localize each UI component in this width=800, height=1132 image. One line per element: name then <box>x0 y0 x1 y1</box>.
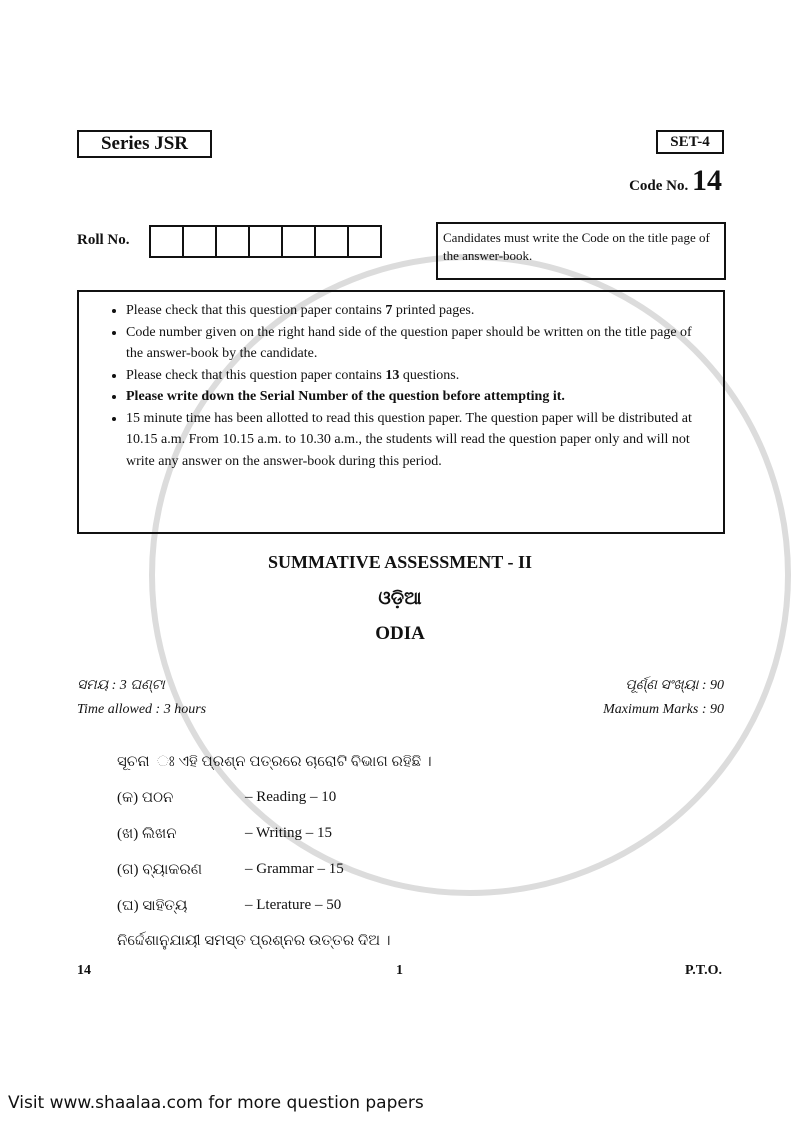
footer-code: 14 <box>77 963 91 978</box>
instruction-item: • Please check that this question paper contains 13 questions. <box>126 365 712 387</box>
assessment-title: SUMMATIVE ASSESSMENT - II <box>268 552 532 572</box>
instruction-item: • Please check that this question paper contains 7 printed pages. <box>126 300 712 322</box>
pto-label: P.T.O. <box>685 963 722 978</box>
roll-number-boxes[interactable] <box>149 225 382 258</box>
section-item: (ଘ) ସାହିତ୍ୟ – Lterature – 50 <box>117 897 342 914</box>
set-label: SET-4 <box>656 130 724 154</box>
section-item: (ଖ) ଲିଖନ – Writing – 15 <box>117 825 333 842</box>
subject-title: ODIA <box>375 623 425 644</box>
instruction-item: • Please write down the Serial Number of the question before attempting it. <box>126 386 712 408</box>
candidates-note: Candidates must write the Code on the title page of the answer-book. <box>436 222 726 280</box>
section-item: (କ) ପଠନ – Reading – 10 <box>117 789 337 806</box>
visit-link[interactable]: Visit www.shaalaa.com for more question papers <box>8 1093 424 1113</box>
series-label: Series JSR <box>77 130 212 158</box>
marks-odia: ପୂର୍ଣ୍ଣ ସଂଖ୍ୟା : 90 <box>625 678 724 693</box>
instruction-item: • Code number given on the right hand side of the question paper should be written on the title page of the answer-book by the candidate. <box>126 322 712 365</box>
time-allowed: Time allowed : 3 hours <box>77 702 207 717</box>
page-number: 1 <box>396 963 403 978</box>
roll-number-label: Roll No. <box>77 232 130 248</box>
notes-intro: ସୂଚନା ଃ ଏହି ପ୍ରଶ୍ନ ପତ୍ରରେ ଚାରୋଟି ବିଭାଗ ରହିଛି । <box>117 754 432 770</box>
code-number: Code No. 14 <box>629 164 722 197</box>
time-odia: ସମୟ : 3 ଘଣ୍ଟା <box>77 678 165 693</box>
instruction-item: • 15 minute time has been allotted to read this question paper. The question paper will be distributed at 10.15 a.m. From 10.15 a.m. to 10.30 a.m., the students will read the question paper only and will not write any answer on the answer-book during this period. <box>126 408 712 473</box>
section-item: (ଗ) ବ୍ୟାକରଣ – Grammar – 15 <box>117 861 344 878</box>
maximum-marks: Maximum Marks : 90 <box>603 702 724 717</box>
notes-outro: ନିର୍ଦ୍ଦେଶାନୁଯାୟୀ ସମସ୍ତ ପ୍ରଶ୍ନର ଉତ୍ତର ଦିଅ । <box>117 933 391 949</box>
subject-odia: ଓଡ଼ିଆ <box>378 588 422 608</box>
instructions-box <box>77 290 725 534</box>
